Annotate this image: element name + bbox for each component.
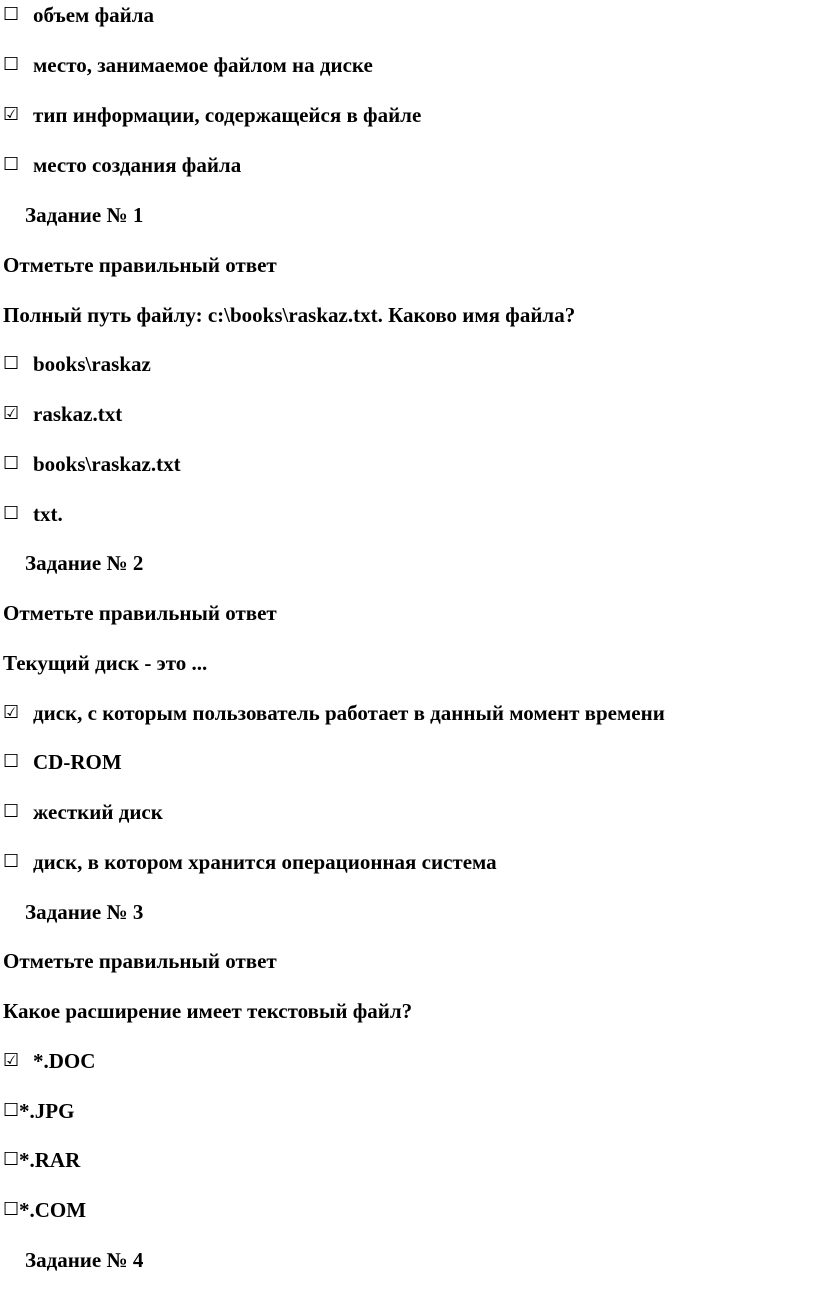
task-instruction: Отметьте правильный ответ	[3, 253, 277, 277]
checkbox-checked-icon[interactable]: ☑	[3, 1050, 20, 1071]
checkbox-unchecked-icon[interactable]: ☐	[3, 1100, 20, 1121]
checkbox-unchecked-icon[interactable]: ☐	[3, 1149, 20, 1170]
checkbox-unchecked-icon[interactable]: ☐	[3, 503, 20, 524]
answer-option-label: жесткий диск	[33, 800, 163, 824]
checkbox-unchecked-icon[interactable]: ☐	[3, 851, 20, 872]
checkbox-unchecked-icon[interactable]: ☐	[3, 801, 20, 822]
answer-option[interactable]	[3, 1046, 95, 1076]
answer-option-label: books\raskaz	[33, 352, 151, 376]
answer-option-label: *.JPG	[19, 1099, 75, 1123]
checkbox-checked-icon[interactable]: ☑	[3, 702, 20, 723]
checkbox-unchecked-icon[interactable]: ☐	[3, 1199, 20, 1220]
answer-option[interactable]	[3, 499, 63, 529]
task-title: Задание № 3	[25, 900, 144, 924]
checkbox-unchecked-icon[interactable]: ☐	[3, 54, 20, 75]
task-instruction: Отметьте правильный ответ	[3, 601, 277, 625]
checkbox-unchecked-icon[interactable]: ☐	[3, 751, 20, 772]
task-title: Задание № 1	[25, 203, 144, 227]
answer-option-label: место создания файла	[33, 153, 242, 177]
answer-option[interactable]	[3, 0, 154, 30]
answer-option-label: raskaz.txt	[33, 402, 123, 426]
task-title: Задание № 4	[25, 1248, 144, 1272]
answer-option-label: *.RAR	[19, 1148, 81, 1172]
task-question: Какое расширение имеет текстовый файл?	[3, 999, 413, 1023]
answer-option-label: *.DOC	[33, 1049, 96, 1073]
checkbox-unchecked-icon[interactable]: ☐	[3, 4, 20, 25]
task-question: Текущий диск - это ...	[3, 651, 208, 675]
checkbox-checked-icon[interactable]: ☑	[3, 104, 20, 125]
answer-option[interactable]	[3, 399, 122, 429]
answer-option[interactable]	[3, 1195, 86, 1225]
answer-option[interactable]	[3, 1096, 74, 1126]
answer-option[interactable]	[3, 1145, 80, 1175]
answer-option[interactable]	[3, 150, 241, 180]
answer-option-label: место, занимаемое файлом на диске	[33, 53, 373, 77]
answer-option[interactable]	[3, 698, 665, 728]
answer-option-label: *.COM	[19, 1198, 87, 1222]
answer-option[interactable]	[3, 747, 122, 777]
answer-option-label: CD-ROM	[33, 750, 122, 774]
answer-option[interactable]	[3, 349, 151, 379]
answer-option[interactable]	[3, 847, 497, 877]
task-instruction: Отметьте правильный ответ	[3, 949, 277, 973]
task-question: Полный путь файлу: c:\books\raskaz.txt. Каково имя файла?	[3, 303, 576, 327]
answer-option-label: txt.	[33, 502, 63, 526]
answer-option-label: диск, в котором хранится операционная система	[33, 850, 497, 874]
answer-option[interactable]	[3, 449, 181, 479]
checkbox-unchecked-icon[interactable]: ☐	[3, 154, 20, 175]
answer-option-label: books\raskaz.txt	[33, 452, 181, 476]
task-title: Задание № 2	[25, 551, 144, 575]
answer-option-label: диск, с которым пользователь работает в данный момент времени	[33, 701, 665, 725]
checkbox-unchecked-icon[interactable]: ☐	[3, 453, 20, 474]
checkbox-unchecked-icon[interactable]: ☐	[3, 353, 20, 374]
answer-option-label: тип информации, содержащейся в файле	[33, 103, 422, 127]
answer-option[interactable]	[3, 50, 373, 80]
answer-option[interactable]	[3, 797, 163, 827]
checkbox-checked-icon[interactable]: ☑	[3, 403, 20, 424]
answer-option[interactable]	[3, 100, 421, 130]
answer-option-label: объем файла	[33, 3, 155, 27]
